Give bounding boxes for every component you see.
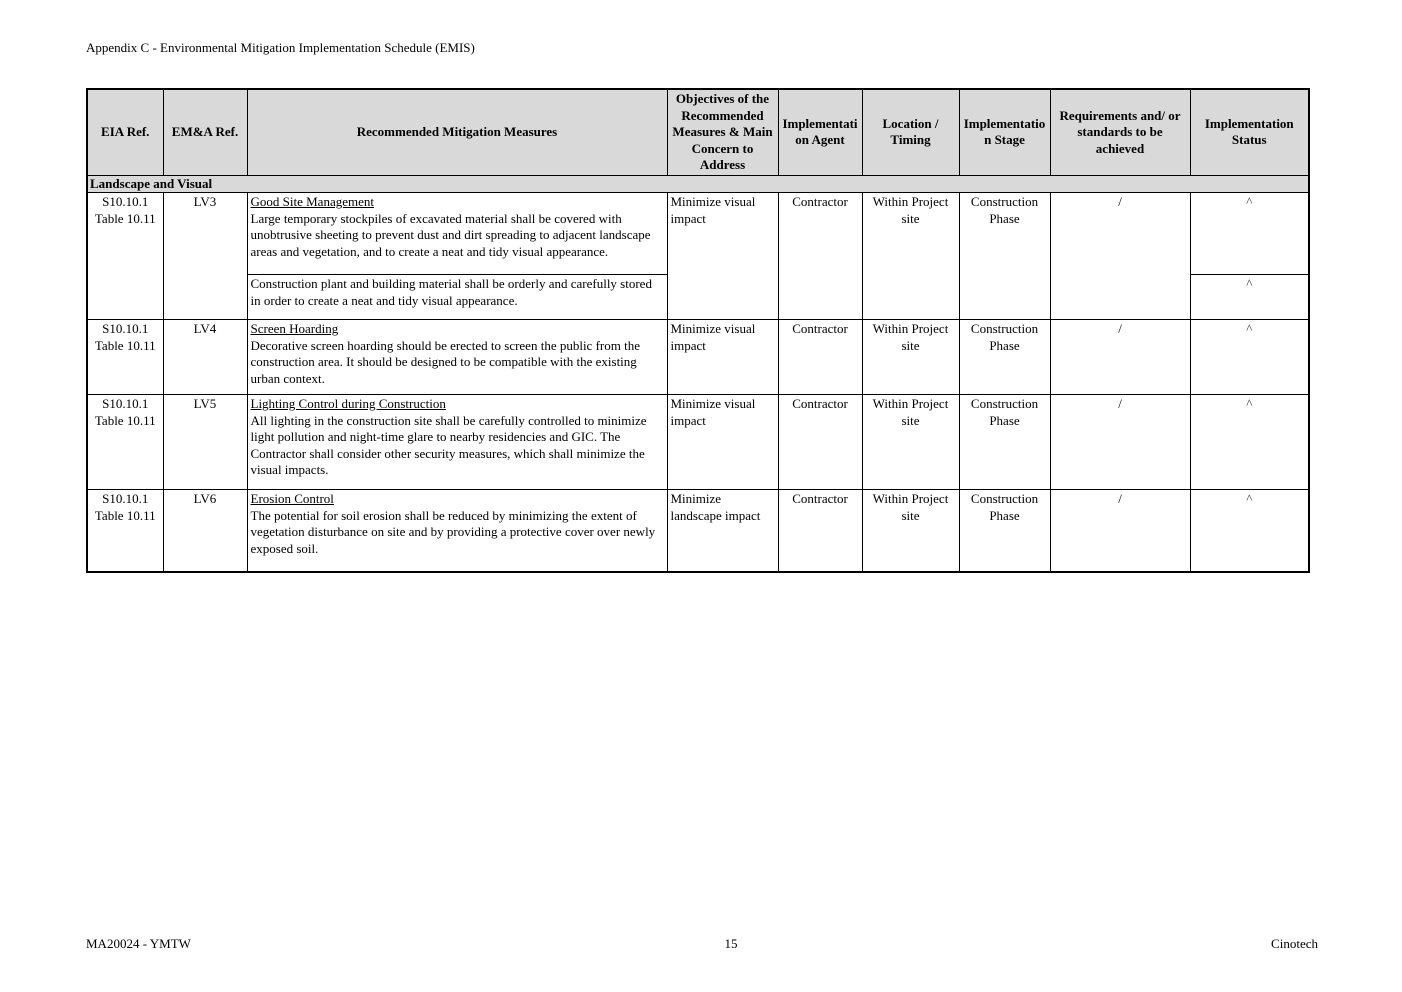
footer-company-name: Cinotech — [1271, 936, 1318, 951]
ema-ref-cell: LV6 — [163, 490, 247, 572]
footer-page-number: 15 — [724, 936, 738, 951]
section-title: Landscape and Visual — [87, 175, 1309, 193]
header-location-timing: Location / Timing — [862, 89, 959, 175]
measure-cell — [247, 193, 667, 275]
measure-text: The potential for soil erosion shall be reduced by minimizing the extent of vegetation disturbance on site and by providing a protective cover over newly exposed soil. — [250, 507, 656, 556]
header-requirements: Requirements and/ or standards to be achieved — [1050, 89, 1190, 175]
header-measures: Recommended Mitigation Measures — [247, 89, 667, 175]
requirements-cell: / — [1050, 193, 1190, 320]
header-objectives: Objectives of the Recommended Measures & Main Concern to Address — [667, 89, 778, 175]
requirements-cell: / — [1050, 395, 1190, 490]
ema-ref-cell: LV4 — [163, 320, 247, 395]
footer-project-code: MA20024 - YMTW — [86, 936, 191, 951]
measure-cell — [247, 320, 667, 395]
location-cell: Within Project site — [862, 320, 959, 395]
table-row — [87, 490, 1309, 572]
measure-cell — [247, 395, 667, 490]
stage-cell: Construction Phase — [959, 395, 1050, 490]
requirements-cell: / — [1050, 490, 1190, 572]
status-cell: ^ — [1190, 490, 1309, 572]
measure-text: Decorative screen hoarding should be erected to screen the public from the construction area. It should be designed to be compatible with the existing urban context. — [250, 337, 640, 386]
measure-title: Good Site Management — [250, 194, 374, 209]
table-row — [87, 193, 1309, 275]
eia-ref-cell: S10.10.1 Table 10.11 — [87, 490, 163, 572]
objective-cell: Minimize landscape impact — [667, 490, 778, 572]
agent-cell: Contractor — [778, 490, 862, 572]
header-status: Implementation Status — [1190, 89, 1309, 175]
objective-cell: Minimize visual impact — [667, 320, 778, 395]
measure-title: Lighting Control during Construction — [250, 396, 446, 411]
header-stage: Implementation Stage — [959, 89, 1050, 175]
stage-cell: Construction Phase — [959, 193, 1050, 320]
table-row — [87, 395, 1309, 490]
page-footer — [86, 936, 1318, 952]
section-row — [87, 175, 1309, 193]
header-eia-ref: EIA Ref. — [87, 89, 163, 175]
location-cell: Within Project site — [862, 490, 959, 572]
measure-title: Erosion Control — [250, 491, 334, 506]
agent-cell: Contractor — [778, 193, 862, 320]
status-cell: ^ — [1190, 320, 1309, 395]
agent-cell: Contractor — [778, 395, 862, 490]
eia-ref-cell: S10.10.1 Table 10.11 — [87, 395, 163, 490]
table-row — [87, 320, 1309, 395]
status-cell: ^ — [1190, 193, 1309, 275]
measure-title: Screen Hoarding — [250, 321, 339, 336]
stage-cell: Construction Phase — [959, 490, 1050, 572]
measure-cell — [247, 275, 667, 320]
status-cell: ^ — [1190, 395, 1309, 490]
header-agent: Implementation Agent — [778, 89, 862, 175]
measure-text: Construction plant and building material shall be orderly and carefully stored in order to create a neat and tidy visual appearance. — [250, 276, 652, 308]
location-cell: Within Project site — [862, 193, 959, 320]
measure-text: All lighting in the construction site shall be carefully controlled to minimize light pollution and night-time glare to nearby residencies and GIC. The Contractor shall consider other security measures, which shall minimize the visual impacts. — [250, 412, 647, 477]
header-ema-ref: EM&A Ref. — [163, 89, 247, 175]
location-cell: Within Project site — [862, 395, 959, 490]
table-header-row — [87, 89, 1309, 175]
requirements-cell: / — [1050, 320, 1190, 395]
eia-ref-cell: S10.10.1 Table 10.11 — [87, 320, 163, 395]
status-cell: ^ — [1190, 275, 1309, 320]
emis-table — [86, 88, 1310, 573]
measure-cell — [247, 490, 667, 572]
stage-cell: Construction Phase — [959, 320, 1050, 395]
objective-cell: Minimize visual impact — [667, 395, 778, 490]
eia-ref-cell: S10.10.1 Table 10.11 — [87, 193, 163, 320]
document-title: Appendix C - Environmental Mitigation Implementation Schedule (EMIS) — [86, 40, 475, 55]
ema-ref-cell: LV5 — [163, 395, 247, 490]
objective-cell: Minimize visual impact — [667, 193, 778, 320]
measure-text: Large temporary stockpiles of excavated material shall be covered with unobtrusive sheeting to prevent dust and dirt spreading to adjacent landscape areas and vegetation, and to create a neat and tidy visual appearance. — [250, 210, 651, 259]
agent-cell: Contractor — [778, 320, 862, 395]
ema-ref-cell: LV3 — [163, 193, 247, 320]
